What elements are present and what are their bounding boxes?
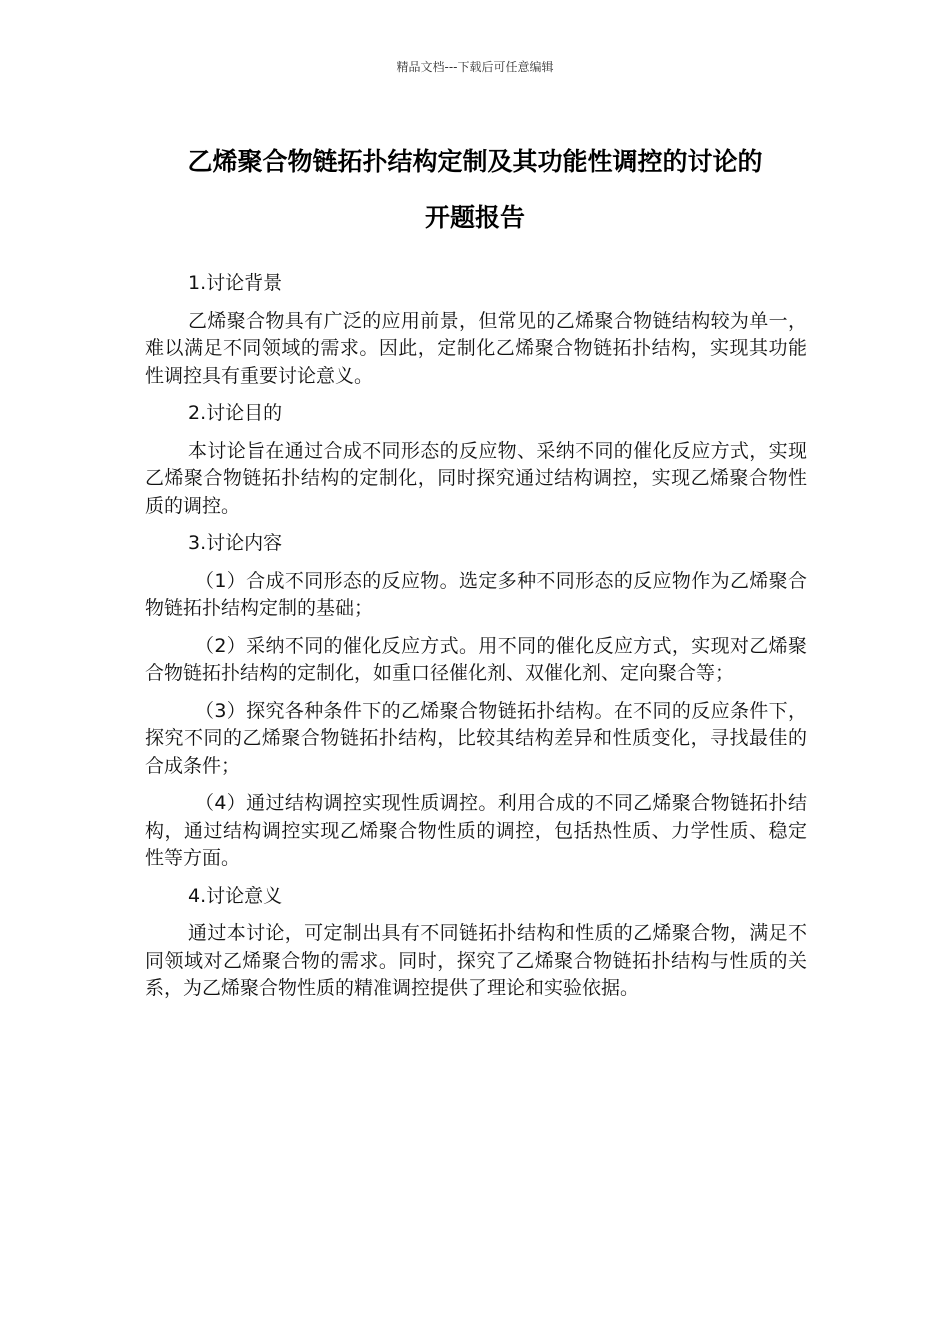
document-body xyxy=(145,270,807,1013)
section-text-objective: 本讨论旨在通过合成不同形态的反应物、采纳不同的催化反应方式，实现乙烯聚合物链拓扑结构的定制化，同时探究通过结构调控，实现乙烯聚合物性质的调控。 xyxy=(145,439,807,517)
document-title xyxy=(130,134,820,246)
section-heading-content: 3.讨论内容 xyxy=(188,532,283,554)
content-item-2: （2）采纳不同的催化反应方式。用不同的催化反应方式，实现对乙烯聚合物链拓扑结构的定制化，如重口径催化剂、双催化剂、定向聚合等； xyxy=(145,634,807,684)
section-heading-objective: 2.讨论目的 xyxy=(188,402,283,424)
title-line-1: 乙烯聚合物链拓扑结构定制及其功能性调控的讨论的 xyxy=(187,147,763,176)
section-heading-significance: 4.讨论意义 xyxy=(188,884,283,907)
header-note: 精品文档---下载后可任意编辑 xyxy=(396,60,554,74)
content-item-1: （1）合成不同形态的反应物。选定多种不同形态的反应物作为乙烯聚合物链拓扑结构定制的基础； xyxy=(145,569,807,619)
section-heading-background: 1.讨论背景 xyxy=(188,272,283,294)
section-text-background: 乙烯聚合物具有广泛的应用前景，但常见的乙烯聚合物链结构较为单一，难以满足不同领域的需求。因此，定制化乙烯聚合物链拓扑结构，实现其功能性调控具有重要讨论意义。 xyxy=(145,309,807,387)
title-line-2: 开题报告 xyxy=(424,203,525,232)
content-item-4: （4）通过结构调控实现性质调控。利用合成的不同乙烯聚合物链拓扑结构，通过结构调控实现乙烯聚合物性质的调控，包括热性质、力学性质、稳定性等方面。 xyxy=(145,792,807,869)
section-text-significance: 通过本讨论，可定制出具有不同链拓扑结构和性质的乙烯聚合物，满足不同领域对乙烯聚合物的需求。同时，探究了乙烯聚合物链拓扑结构与性质的关系，为乙烯聚合物性质的精准调控提供了理论和实验依据。 xyxy=(145,922,807,999)
content-item-3: （3）探究各种条件下的乙烯聚合物链拓扑结构。在不同的反应条件下，探究不同的乙烯聚合物链拓扑结构，比较其结构差异和性质变化，寻找最佳的合成条件； xyxy=(145,699,807,777)
